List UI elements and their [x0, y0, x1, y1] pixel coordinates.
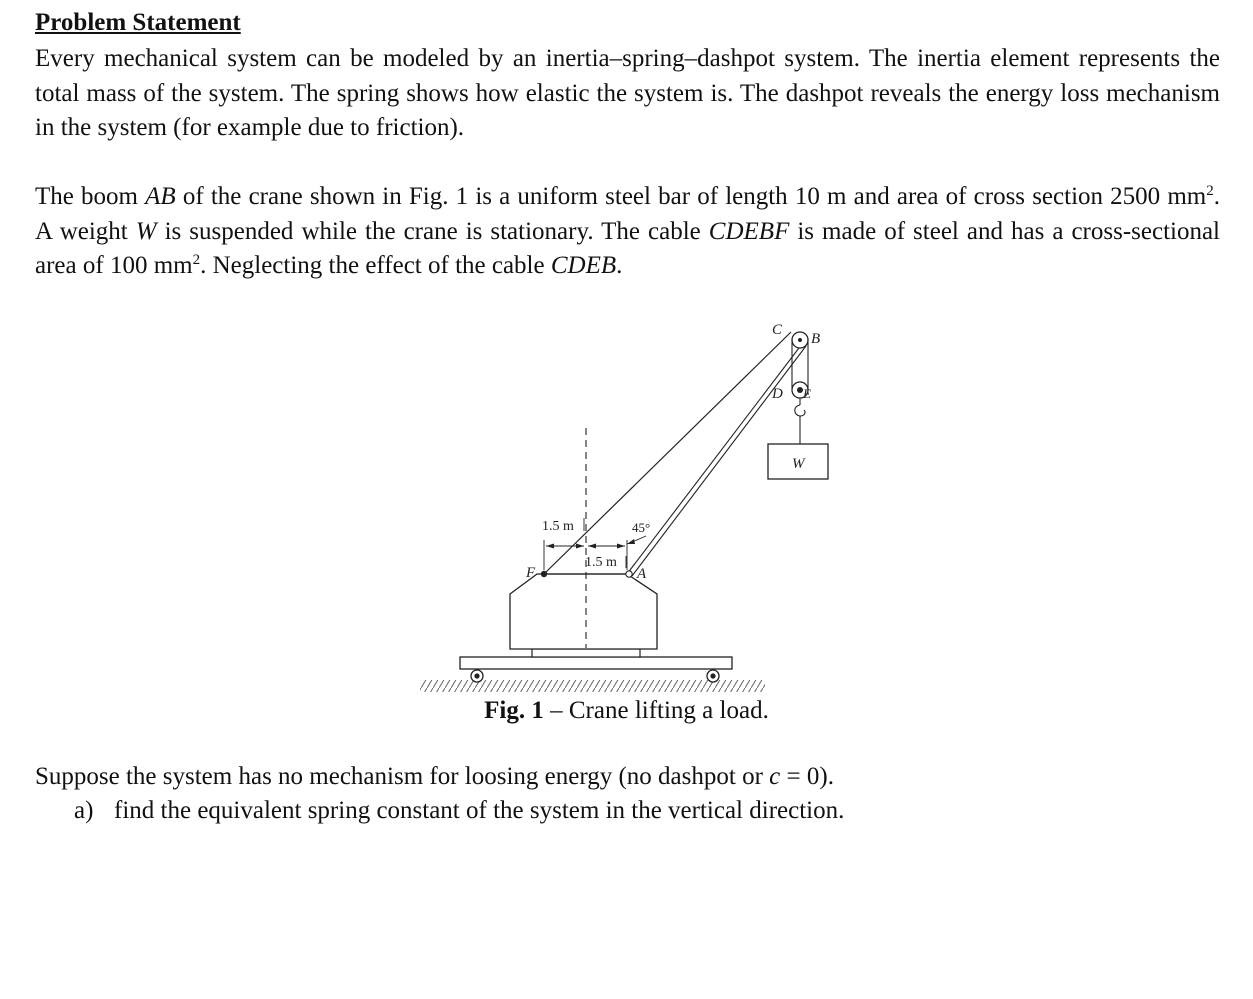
label-b: B [811, 331, 821, 347]
intro-paragraph: Every mechanical system can be modeled by an inertia–spring–dashpot system. The inertia element represents the total mass of the system. The spring shows how elastic the system is. The dashpot reveals the energy loss mechanism in the system (for example due to friction). [35, 45, 1220, 141]
cable-fc [544, 332, 791, 574]
pivot-f [541, 571, 547, 577]
crane-body [510, 574, 657, 649]
crane-figure [415, 318, 821, 693]
cable-cdeb-label: CDEB [550, 252, 617, 279]
platform [460, 657, 732, 669]
dim-label-1: 1.5 m [542, 519, 574, 534]
left-wheel [471, 670, 483, 682]
hook [795, 405, 805, 416]
boom-label: AB [145, 183, 176, 210]
question-paragraph: Suppose the system has no mechanism for loosing energy (no dashpot or c = 0). [35, 763, 834, 790]
label-d: D [772, 386, 783, 402]
angle-label: 45° [632, 520, 651, 535]
crane-paragraph: The boom AB of the crane shown in Fig. 1 is a uniform steel bar of length 10 m and area of cross section 2500 $mm^2$. A weight W is suspended while the crane is stationary. The cable CDEBF is made of steel and has a cross-sectional area of 100 $mm^2$. Neglecting the effect of the cable CDEB. [35, 183, 1220, 279]
weight-label: W [135, 217, 157, 245]
label-e: E [803, 386, 811, 401]
label-c: C [772, 322, 783, 338]
body-base [532, 649, 640, 657]
label-f: F [526, 565, 536, 581]
problem-heading: Problem Statement [35, 9, 241, 36]
damping-variable: c [769, 763, 781, 790]
dim-label-2: 1.5 m [585, 555, 617, 570]
pivot-a [626, 571, 632, 577]
right-wheel [707, 670, 719, 682]
figure-caption: Fig. 1 – Crane lifting a load. [484, 697, 769, 724]
cable-cdebf-label: CDEBF [708, 217, 790, 245]
weight-box-label: W [792, 456, 805, 472]
question-item-a: a) find the equivalent spring constant of the system in the vertical direction. [74, 797, 845, 824]
label-a: A [637, 566, 647, 582]
